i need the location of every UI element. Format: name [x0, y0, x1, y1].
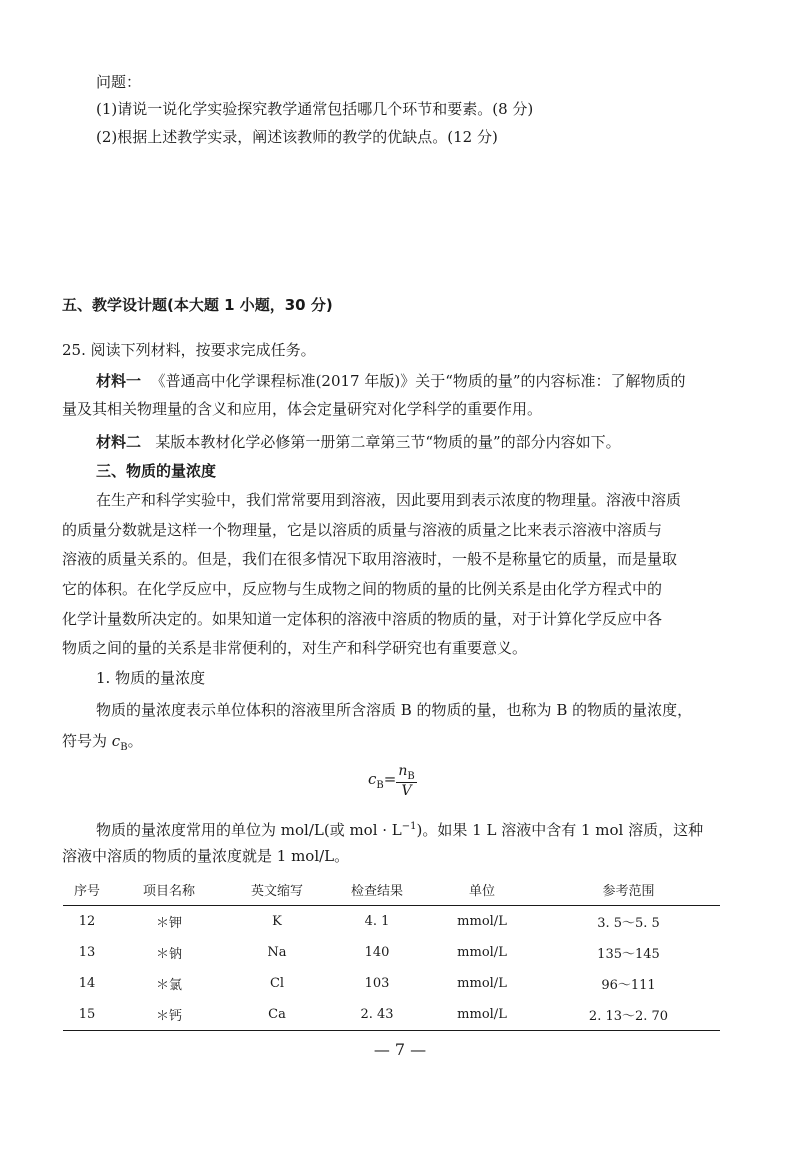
cell-unit: mmol/L: [457, 914, 507, 929]
cell-index: 12: [78, 914, 96, 929]
unit-line-1: [96, 817, 703, 840]
definition-line-2: 符号为 $c_B$。: [62, 732, 143, 753]
paragraph-line-2: 的质量分数就是这样一个物理量，它是以溶质的质量与溶液的质量之比来表示溶液中溶质与: [62, 521, 663, 539]
cell-index: 15: [63, 999, 111, 1031]
table-row: [63, 968, 720, 999]
cell-reference-range: 3. 5～5. 5: [597, 916, 660, 931]
symbol-c: c: [111, 732, 121, 750]
questions-heading: 问题：: [96, 73, 142, 91]
paragraph-line-4: 它的体积。在化学反应中，反应物与生成物之间的物质的量的比例关系是由化学方程式中的: [62, 580, 663, 598]
material-2-line: [96, 432, 621, 452]
cell-result: 4. 1: [364, 914, 390, 929]
formula-lhs-subscript: B: [376, 780, 384, 792]
section-title: 五、教学设计题(本大题 1 小题，30 分): [62, 296, 333, 314]
item-1-heading: 1. 物质的量浓度: [96, 669, 206, 687]
header-reference-range: 参考范围: [537, 876, 720, 906]
cell-abbreviation: Ca: [227, 999, 327, 1031]
cell-result: 2. 43: [327, 999, 427, 1031]
cell-item-name: ＊氯: [155, 978, 182, 993]
cell-abbreviation: Cl: [269, 976, 285, 991]
material-1-label: 材料一: [96, 372, 142, 390]
header-unit: 单位: [427, 876, 537, 906]
subsection-title: 三、物质的量浓度: [96, 462, 217, 480]
material-1-line-2: 量及其相关物理量的含义和应用，体会定量研究对化学科学的重要作用。: [62, 400, 543, 418]
paragraph-line-5: 化学计量数所决定的。如果知道一定体积的溶液中溶质的物质的量，对于计算化学反应中各: [62, 610, 663, 628]
concentration-formula: $c_B=$ $\frac{n_B}{V}$: [368, 763, 415, 799]
cell-item-name: ＊钙: [111, 999, 227, 1031]
cell-item-name: ＊钾: [155, 916, 182, 931]
header-item-name: 项目名称: [111, 876, 227, 906]
question-1: (1)请说一说化学实验探究教学通常包括哪几个环节和要素。(8 分): [96, 100, 534, 118]
formula-denominator: V: [401, 782, 412, 799]
table-row: [63, 937, 720, 968]
unit-line-1-start: 物质的量浓度常用的单位为 mol/L(或 mol · L: [96, 821, 402, 839]
question-25: 25. 阅读下列材料，按要求完成任务。: [62, 341, 316, 359]
unit-exponent: −1: [401, 821, 417, 832]
question-2: (2)根据上述教学实录，阐述该教师的教学的优缺点。(12 分): [96, 128, 498, 146]
material-2-label: 材料二: [96, 433, 142, 451]
lab-results-table: [63, 876, 720, 1031]
formula-numerator: [396, 763, 416, 783]
cell-reference-range: 2. 13～2. 70: [537, 999, 720, 1031]
cell-unit: mmol/L: [427, 999, 537, 1031]
cell-result: 103: [364, 976, 390, 991]
cell-abbreviation: Na: [267, 945, 287, 960]
cell-unit: mmol/L: [457, 976, 507, 991]
symbol-c-subscript: B: [120, 742, 128, 753]
cell-abbreviation: K: [272, 914, 282, 929]
formula-fraction: [396, 763, 416, 799]
material-1-line-1: [96, 371, 686, 391]
header-abbreviation: 英文缩写: [227, 876, 327, 906]
cell-index: 13: [78, 945, 96, 960]
table-header-row: [63, 876, 720, 906]
paragraph-line-1: 在生产和科学实验中，我们常常要用到溶液，因此要用到表示浓度的物理量。溶液中溶质: [96, 491, 682, 509]
cell-item-name: ＊钠: [155, 947, 182, 962]
cell-result: 140: [364, 945, 390, 960]
unit-line-1-end: )。如果 1 L 溶液中含有 1 mol 溶质，这种: [416, 821, 704, 839]
page-number: — 7 —: [373, 1040, 427, 1059]
definition-symbol-prefix: 符号为: [62, 732, 108, 750]
header-result: 检查结果: [327, 876, 427, 906]
formula-numerator-subscript: B: [407, 770, 415, 782]
formula-numerator-symbol: n: [398, 763, 408, 779]
formula-lhs: c: [368, 770, 377, 789]
cell-index: 14: [78, 976, 96, 991]
material-1-text: 《普通高中化学课程标准(2017 年版)》关于“物质的量”的内容标准：了解物质的: [150, 372, 686, 390]
paragraph-line-3: 溶液的质量关系的。但是，我们在很多情况下取用溶液时，一般不是称量它的质量，而是量取: [62, 550, 678, 568]
table-row: [63, 999, 720, 1031]
cell-reference-range: 96～111: [601, 978, 656, 993]
paragraph-line-6: 物质之间的量的关系是非常便利的，对生产和科学研究也有重要意义。: [62, 639, 528, 657]
table-row: [63, 906, 720, 938]
unit-line-2: 溶液中溶质的物质的量浓度就是 1 mol/L。: [62, 847, 350, 865]
material-2-text: 某版本教材化学必修第一册第二章第三节“物质的量”的部分内容如下。: [155, 433, 621, 451]
cell-reference-range: 135～145: [597, 947, 660, 962]
header-index: 序号: [63, 876, 111, 906]
cell-unit: mmol/L: [457, 945, 507, 960]
definition-line-1: 物质的量浓度表示单位体积的溶液里所含溶质 B 的物质的量，也称为 B 的物质的量浓度，: [96, 701, 693, 719]
